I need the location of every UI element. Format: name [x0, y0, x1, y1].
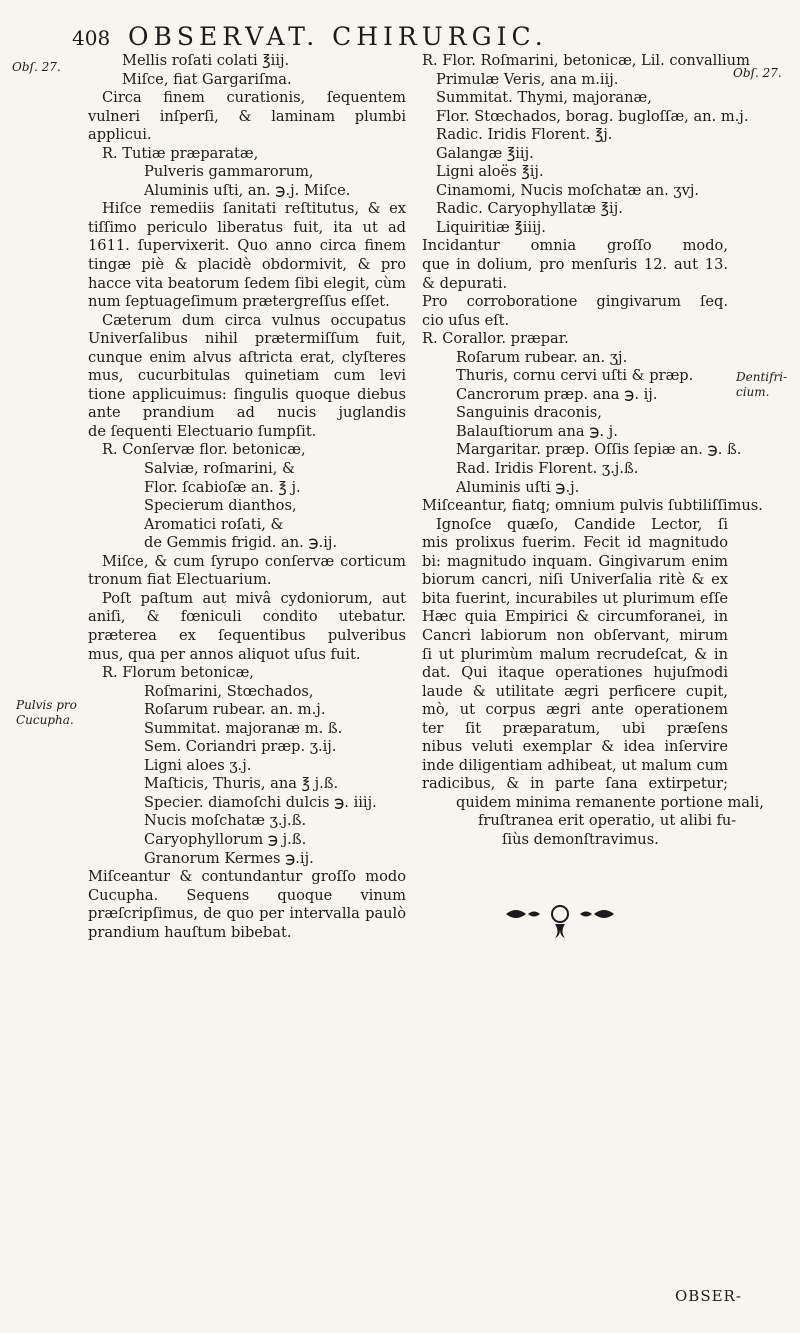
text-line: Pulveris gammarorum, — [144, 163, 314, 181]
text-line: applicui. — [88, 126, 152, 144]
text-line: mis prolixus fuerim. Fecit id magnitudo — [422, 534, 728, 552]
text-line: Ligni aloes ʒ.j. — [144, 756, 252, 774]
text-line: ſiùs demonſtravimus. — [502, 830, 659, 848]
catchword: OBSER- — [675, 1287, 742, 1305]
text-line: R. Conſervæ flor. betonicæ, — [102, 441, 306, 459]
text-line: de ſequenti Electuario ſumpſit. — [88, 422, 317, 440]
margin-note-dentifricium-2: cium. — [736, 385, 770, 399]
text-line: 1611. ſupervixerit. Quo anno circa finem — [88, 237, 406, 255]
text-line: tingæ piè & placidè obdormivit, & pro — [88, 256, 406, 274]
text-line: laude & utilitate ægri perficere cupit, — [422, 682, 728, 700]
text-line: Specier. diamoſchi dulcis ℈. iiij. — [144, 793, 377, 811]
margin-note-obs-left: Obſ. 27. — [12, 60, 61, 74]
text-line: Radic. Caryophyllatæ ℥ij. — [436, 200, 623, 218]
text-line: Maſticis, Thuris, ana ℥ j.ß. — [144, 775, 339, 793]
text-line: Roſmarini, Stœchados, — [144, 682, 314, 700]
text-line: que in dolium, pro menſuris 12. aut 13. — [422, 256, 728, 274]
text-line: R. Corallor. præpar. — [422, 330, 569, 348]
text-line: præterea ex ſequentibus pulveribus — [88, 626, 406, 644]
text-line: Miſce, fiat Gargariſma. — [122, 70, 292, 88]
text-line: præſcripſimus, de quo per intervalla paulò — [88, 905, 406, 923]
text-line: mus, qua per annos aliquot uſus fuit. — [88, 645, 361, 663]
text-line: mus, cucurbitulas quinetiam cum levi — [88, 367, 406, 385]
text-line: Ignoſce quæſo, Candide Lector, ſi — [436, 515, 728, 533]
text-line: Aromatici roſati, & — [144, 515, 284, 533]
text-line: Aluminis uſti ℈.j. — [456, 478, 580, 496]
page-number: 408 — [72, 26, 111, 50]
margin-note-pulvis-1: Pulvis pro — [16, 698, 77, 712]
text-line: inde diligentiam adhibeat, ut malum cum — [422, 756, 728, 774]
text-line: prandium hauſtum bibebat. — [88, 923, 292, 941]
text-line: R. Florum betonicæ, — [102, 664, 254, 682]
fleuron-ornament — [500, 902, 620, 942]
text-line: Circa finem curationis, ſequentem — [102, 89, 406, 107]
text-line: Roſarum rubear. an. m.j. — [144, 701, 326, 719]
text-line: Rad. Iridis Florent. ʒ.j.ß. — [456, 460, 639, 478]
text-line: Cæterum dum circa vulnus occupatus — [102, 311, 406, 329]
text-line: Specierum dianthos, — [144, 497, 297, 515]
text-line: Roſarum rubear. an. ʒj. — [456, 348, 628, 366]
text-line: Miſce, & cum ſyrupo conſervæ corticum — [102, 552, 406, 570]
text-line: Flor. ſcabioſæ an. ℥ j. — [144, 478, 301, 496]
text-line: biorum cancri, niſi Univerſalia ritè & ex — [422, 571, 728, 589]
text-line: Ligni aloës ℥ij. — [436, 163, 544, 181]
text-line: Hiſce remediis ſanitati reſtitutus, & ex — [102, 200, 406, 218]
text-line: Radic. Iridis Florent. ℥j. — [436, 126, 613, 144]
text-line: mò, ut corpus ægri ante operationem — [422, 701, 728, 719]
left-column — [88, 52, 406, 942]
text-line: Galangæ ℥iij. — [436, 144, 534, 162]
text-line: fruſtranea erit operatio, ut alibi fu- — [478, 812, 737, 830]
text-line: Poſt paſtum aut mivâ cydoniorum, aut — [102, 589, 406, 607]
text-line: aniſi, & fœniculi condito utebatur. — [88, 608, 406, 626]
margin-note-dentifricium-1: Dentifri- — [736, 370, 788, 384]
text-line: num ſeptuageſimum prætergreſſus eſſet. — [88, 293, 390, 311]
text-line: cio uſus eſt. — [422, 311, 510, 329]
text-line: Hæc quia Empirici & circumforanei, in — [422, 608, 728, 626]
text-line: radicibus, & in parte ſana extirpetur; — [422, 775, 728, 793]
text-line: tronum fiat Electuarium. — [88, 571, 272, 589]
text-line: ante prandium ad nucis juglandis — [88, 404, 406, 422]
text-line: Caryophyllorum ℈ j.ß. — [144, 830, 307, 848]
text-line: cunque enim alvus aſtricta erat, clyſteres — [88, 348, 406, 366]
text-line: Flor. Stœchados, borag. bugloſſæ, an. m.j. — [436, 107, 749, 125]
text-line: Cinamomi, Nucis moſchatæ an. ʒvj. — [436, 181, 700, 199]
text-line: R. Flor. Roſmarini, betonicæ, Lil. convallium — [422, 52, 750, 69]
text-line: Sanguinis draconis, — [456, 404, 602, 422]
text-line: Sem. Coriandri præp. ʒ.ij. — [144, 738, 337, 756]
text-line: bi: magnitudo inquam. Gingivarum enim — [422, 552, 728, 570]
text-line: tione applicuimus: ſingulis quoque diebus — [88, 385, 406, 403]
text-line: Salviæ, roſmarini, & — [144, 460, 295, 478]
text-line: Thuris, cornu cervi uſti & præp. — [456, 367, 694, 385]
text-line: nibus veluti exemplar & idea inſervire — [422, 738, 728, 756]
text-line: Univerſalibus nihil prætermiſſum fuit, — [88, 330, 406, 348]
text-line: Nucis moſchatæ ʒ.j.ß. — [144, 812, 307, 830]
text-line: Primulæ Veris, ana m.iij. — [436, 70, 619, 88]
text-line: Miſceantur & contundantur groſſo modo — [88, 868, 406, 886]
text-line: Cancri labiorum non obſervant, mirum — [422, 626, 728, 644]
text-line: ter ſit præparatum, ubi præſens — [422, 719, 728, 737]
text-line: Cucupha. Sequens quoque vinum — [88, 886, 406, 904]
text-line: Margaritar. præp. Oſſis ſepiæ an. ℈. ß. — [456, 441, 742, 459]
text-line: bita fuerint, incurabiles ut plurimum eſſe — [422, 589, 728, 607]
text-line: dat. Qui itaque operationes hujuſmodi — [422, 664, 728, 682]
text-line: Cancrorum præp. ana ℈. ij. — [456, 385, 658, 403]
text-line: Summitat. majoranæ m. ß. — [144, 719, 343, 737]
text-line: Mellis roſati colati ℥iij. — [122, 52, 290, 69]
text-line: Aluminis uſti, an. ℈.j. Miſce. — [144, 181, 351, 199]
text-line: & depurati. — [422, 274, 508, 292]
text-line: Balauſtiorum ana ℈. j. — [456, 422, 618, 440]
text-line: Incidantur omnia groſſo modo, — [422, 237, 728, 255]
text-line: R. Tutiæ præparatæ, — [102, 144, 259, 162]
text-line: Pro corroboratione gingivarum ſeq. — [422, 293, 728, 311]
text-line: Granorum Kermes ℈.ij. — [144, 849, 314, 867]
text-line: vulneri inſperſi, & laminam plumbi — [88, 107, 406, 125]
text-line: ſi ut plurimùm malum recrudeſcat, & in — [422, 645, 728, 663]
text-line: Liquiritiæ ℥iiij. — [436, 218, 546, 236]
text-line: Summitat. Thymi, majoranæ, — [436, 89, 652, 107]
text-line: Miſceantur, fiatq; omnium pulvis ſubtiliſſimus. — [422, 497, 763, 515]
margin-note-obs-right: Obſ. 27. — [733, 66, 782, 80]
margin-note-pulvis-2: Cucupha. — [16, 713, 74, 727]
text-line: hacce vita beatorum ſedem ſibi elegit, cùm — [88, 274, 406, 292]
text-line: de Gemmis frigid. an. ℈.ij. — [144, 534, 338, 552]
text-line: quidem minima remanente portione mali, — [456, 793, 764, 811]
text-line: tiſſimo periculo liberatus fuit, ita ut ad — [88, 218, 406, 236]
running-title: OBSERVAT. CHIRURGIC. — [128, 22, 548, 51]
